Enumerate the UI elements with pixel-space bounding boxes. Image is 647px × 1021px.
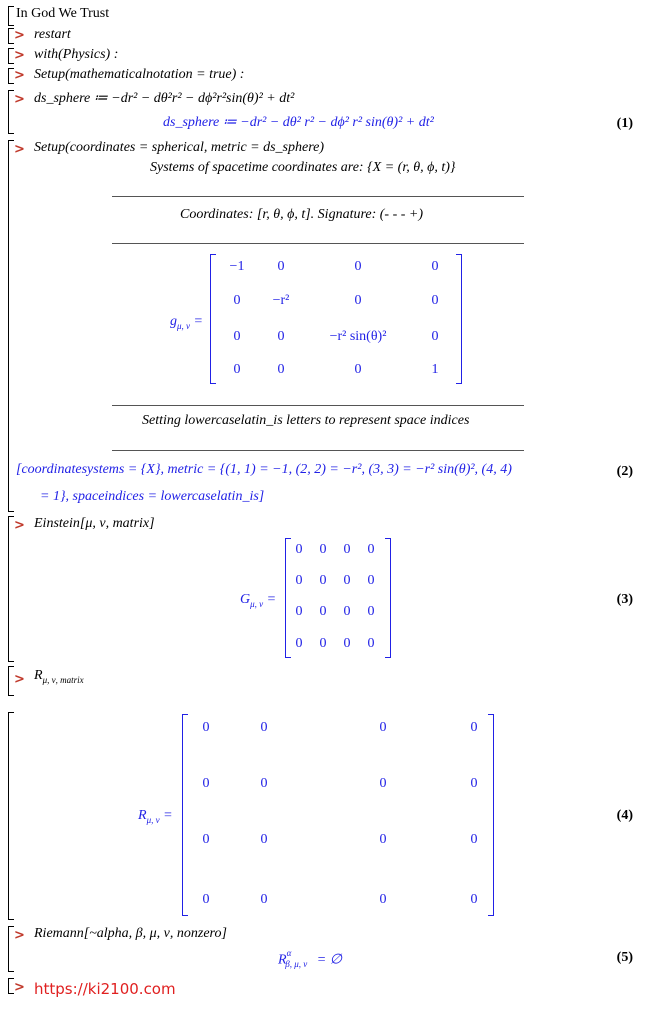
matrix-cell: 0: [202, 720, 210, 735]
matrix-cell: 0: [431, 293, 439, 308]
divider-line: [112, 450, 524, 451]
command-input[interactable]: with(Physics) :: [34, 47, 119, 62]
matrix-cell: 0: [295, 604, 303, 619]
setting-line: Setting lowercaselatin_is letters to represent space indices: [142, 413, 470, 428]
equation-label: (3): [616, 592, 633, 607]
matrix-cell: −r² sin(θ)²: [329, 329, 387, 344]
exec-group-bracket: [8, 516, 9, 662]
matrix-cell: 0: [260, 832, 268, 847]
matrix-cell: 0: [470, 832, 478, 847]
matrix-cell: 0: [379, 776, 387, 791]
prompt-marker: >: [14, 28, 25, 43]
prompt-marker: >: [14, 672, 25, 687]
equation-label: (4): [616, 808, 633, 823]
exec-group-bracket: [8, 978, 9, 994]
command-input[interactable]: Setup(mathematicalnotation = true) :: [34, 67, 245, 82]
matrix-cell: 0: [470, 720, 478, 735]
prompt-marker: >: [14, 92, 25, 107]
matrix-cell: 0: [202, 776, 210, 791]
prompt-marker: >: [14, 48, 25, 63]
matrix-cell: 0: [295, 573, 303, 588]
matrix-cell: 0: [343, 542, 351, 557]
output-setup-result-cont: = 1}, spaceindices = lowercaselatin_is]: [40, 489, 265, 504]
ricci-matrix: [182, 714, 494, 916]
matrix-cell: 0: [277, 259, 285, 274]
command-input[interactable]: Setup(coordinates = spherical, metric = ds_sphere): [34, 140, 325, 155]
matrix-cell: 0: [233, 293, 241, 308]
matrix-cell: 0: [319, 604, 327, 619]
systems-line: Systems of spacetime coordinates are: {X = (r, θ, ϕ, t)}: [150, 160, 456, 175]
exec-group-bracket: [8, 28, 9, 44]
command-input[interactable]: restart: [34, 27, 71, 42]
matrix-cell: 0: [202, 892, 210, 907]
matrix-cell: 0: [354, 362, 362, 377]
command-input[interactable]: $R_{\mu, \nu, matrix}$: [34, 668, 84, 685]
matrix-cell: 0: [354, 293, 362, 308]
matrix-cell: 0: [343, 636, 351, 651]
matrix-cell: 0: [431, 329, 439, 344]
prompt-marker: >: [14, 518, 25, 533]
matrix-cell: 0: [367, 542, 375, 557]
metric-label: $g_{\mu, \nu}$ =: [170, 314, 203, 331]
matrix-cell: 0: [343, 573, 351, 588]
text-region-bracket: [8, 6, 9, 26]
prompt-marker: >: [14, 142, 25, 157]
equation-label: (1): [616, 116, 633, 131]
output-ds-sphere: ds_sphere ≔ −dr² − dθ² r² − dϕ² r² sin(θ)² + dt²: [163, 115, 434, 130]
prompt-marker: >: [14, 980, 25, 995]
ricci-label: $R_{\mu, \nu}$ =: [138, 808, 173, 825]
matrix-cell: −r²: [272, 293, 290, 308]
einstein-label: $G_{\mu, \nu}$ =: [240, 592, 277, 609]
matrix-cell: 0: [319, 573, 327, 588]
divider-line: [112, 196, 524, 197]
equation-label: (5): [616, 950, 633, 965]
matrix-cell: 0: [319, 636, 327, 651]
exec-group-bracket: [8, 666, 9, 696]
exec-group-bracket: [8, 48, 9, 64]
matrix-cell: 0: [379, 720, 387, 735]
matrix-cell: 0: [354, 259, 362, 274]
command-input[interactable]: ds_sphere ≔ −dr² − dθ²r² − dϕ²r²sin(θ)² + dt²: [34, 91, 295, 106]
matrix-cell: 0: [277, 329, 285, 344]
coordinates-line: Coordinates: [r, θ, ϕ, t]. Signature: (- - - +): [180, 207, 424, 222]
divider-line: [112, 405, 524, 406]
matrix-cell: −1: [229, 259, 245, 274]
matrix-cell: 0: [379, 892, 387, 907]
prompt-marker: >: [14, 68, 25, 83]
exec-group-bracket: [8, 68, 9, 84]
matrix-cell: 0: [470, 776, 478, 791]
matrix-cell: 0: [260, 892, 268, 907]
matrix-cell: 0: [295, 542, 303, 557]
matrix-cell: 0: [202, 832, 210, 847]
output-bracket: [8, 712, 9, 920]
matrix-cell: 0: [367, 573, 375, 588]
output-setup-result: [coordinatesystems = {X}, metric = {(1, 1) = −1, (2, 2) = −r², (3, 3) = −r² sin(θ)², (4, 4): [16, 462, 512, 477]
header-text[interactable]: In God We Trust: [16, 6, 110, 21]
matrix-cell: 0: [367, 604, 375, 619]
matrix-cell: 0: [295, 636, 303, 651]
matrix-cell: 0: [260, 776, 268, 791]
command-input[interactable]: Einstein[μ, ν, matrix]: [34, 516, 155, 531]
divider-line: [112, 243, 524, 244]
command-input[interactable]: Riemann[~alpha, β, μ, ν, nonzero]: [34, 926, 227, 941]
matrix-cell: 0: [431, 259, 439, 274]
matrix-cell: 0: [343, 604, 351, 619]
matrix-cell: 1: [431, 362, 439, 377]
exec-group-bracket: [8, 926, 9, 972]
matrix-cell: 0: [367, 636, 375, 651]
watermark-url: https://ki2100.com: [34, 980, 176, 998]
exec-group-bracket: [8, 90, 9, 134]
exec-group-bracket: [8, 140, 9, 512]
matrix-cell: 0: [319, 542, 327, 557]
matrix-cell: 0: [233, 329, 241, 344]
prompt-marker: >: [14, 928, 25, 943]
matrix-cell: 0: [277, 362, 285, 377]
matrix-cell: 0: [379, 832, 387, 847]
matrix-cell: 0: [260, 720, 268, 735]
equation-label: (2): [616, 464, 633, 479]
matrix-cell: 0: [470, 892, 478, 907]
riemann-output: $R^\alpha_{\beta, \mu, \nu}$ = ∅: [278, 948, 342, 970]
matrix-cell: 0: [233, 362, 241, 377]
